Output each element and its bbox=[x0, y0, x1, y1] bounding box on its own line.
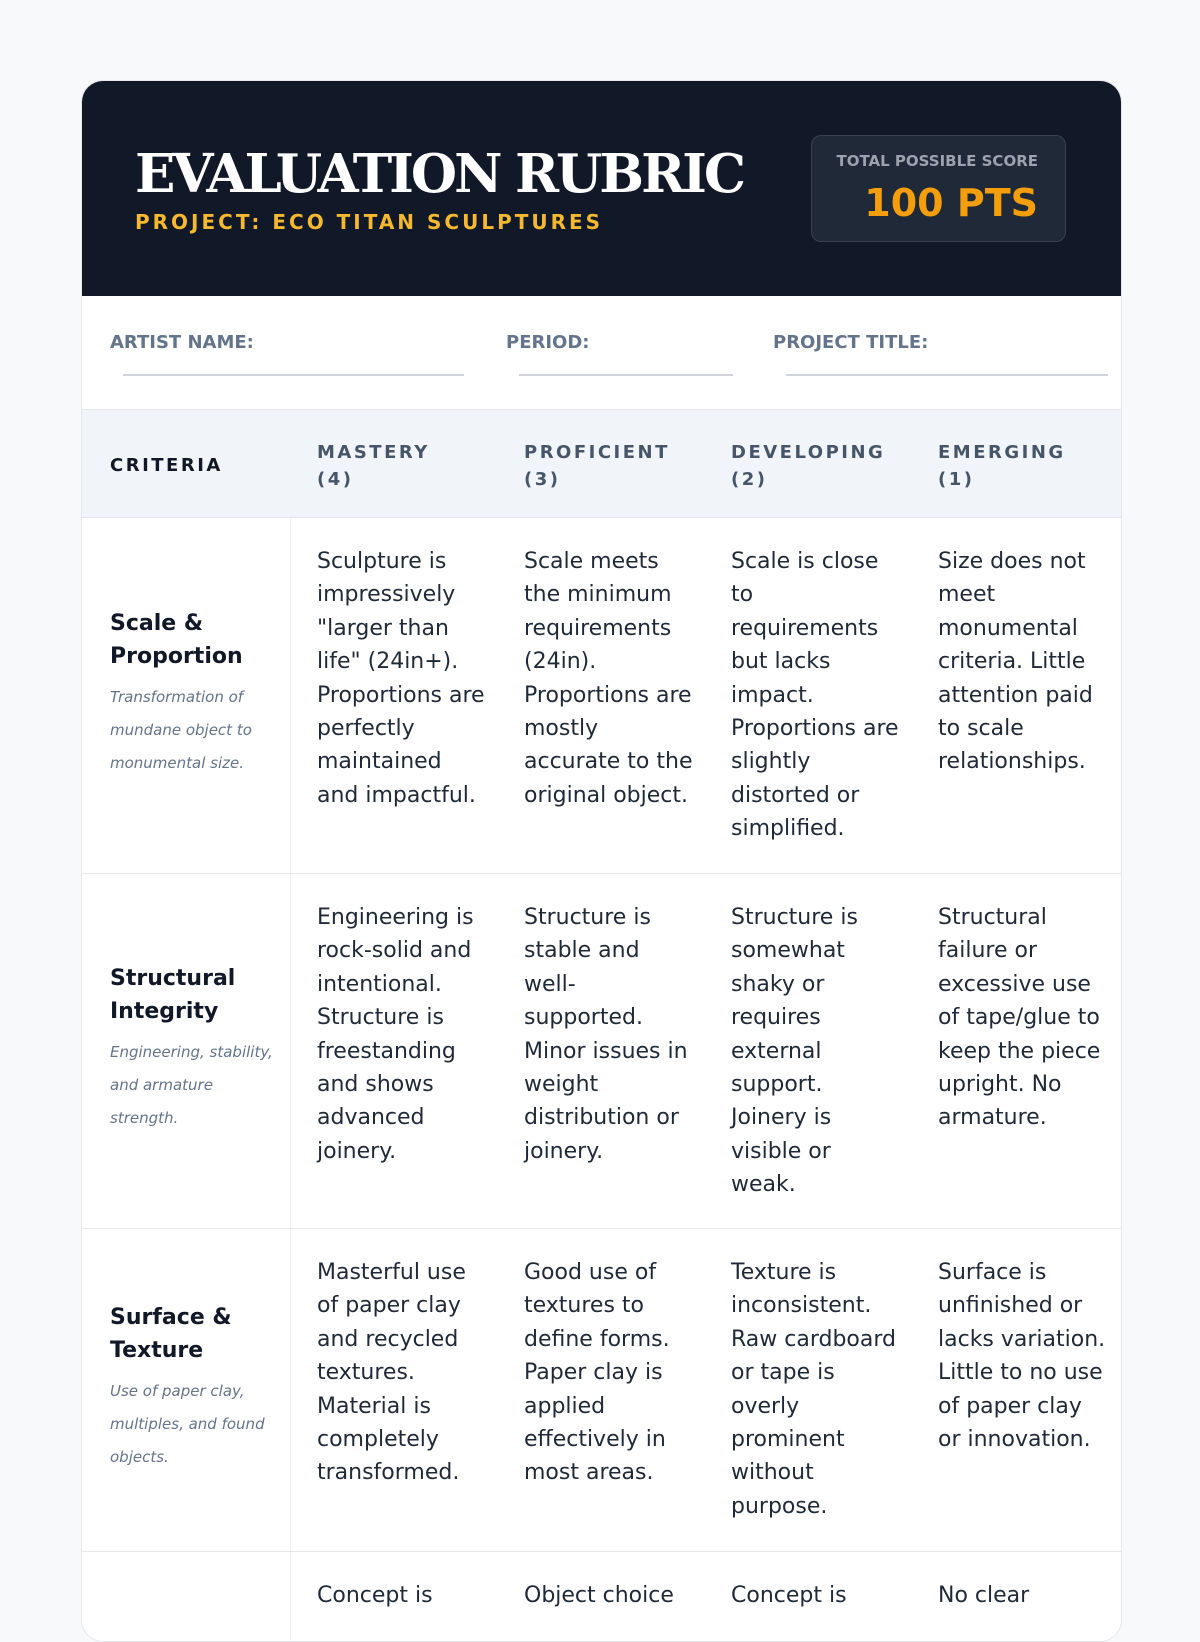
emerging-cell: Size does not meet monumental criteria. Little attention paid to scale relationships. bbox=[938, 549, 1093, 775]
table-header bbox=[82, 410, 1121, 518]
period-field[interactable] bbox=[519, 374, 733, 376]
mastery-cell: Masterful use of paper clay and recycled textures. Material is completely transformed. bbox=[317, 1260, 466, 1486]
criteria-cell bbox=[82, 874, 291, 1228]
score-value: 100 PTS bbox=[864, 181, 1038, 225]
student-info bbox=[82, 296, 1121, 410]
rubric-card bbox=[81, 80, 1122, 1642]
table-row bbox=[82, 874, 1121, 1229]
criteria-name: Surface & Texture bbox=[110, 1305, 232, 1363]
criteria-description: Engineering, stability, and armature strength. bbox=[110, 1043, 273, 1127]
column-header-emerging: EMERGING (1) bbox=[938, 442, 1066, 490]
criteria-name: Structural Integrity bbox=[110, 966, 236, 1024]
proficient-cell: Good use of textures to define forms. Paper clay is applied effectively in most areas. bbox=[524, 1260, 670, 1486]
emerging-cell: Surface is unfinished or lacks variation. Little to no use of paper clay or innovation. bbox=[938, 1260, 1106, 1453]
criteria-description: Use of paper clay, multiples, and found objects. bbox=[110, 1382, 265, 1466]
proficient-cell: Structure is stable and well-supported. Minor issues in weight distribution or joinery. bbox=[524, 905, 688, 1164]
criteria-cell bbox=[82, 1229, 291, 1551]
project-subtitle: PROJECT: ECO TITAN SCULPTURES bbox=[135, 210, 604, 234]
table-row bbox=[82, 1552, 1121, 1642]
column-header-proficient: PROFICIENT (3) bbox=[524, 442, 670, 490]
project-title-field[interactable] bbox=[786, 374, 1108, 376]
score-label: TOTAL POSSIBLE SCORE bbox=[836, 152, 1038, 170]
mastery-cell: Concept is bbox=[317, 1583, 433, 1608]
score-box bbox=[811, 135, 1066, 242]
developing-cell: Structure is somewhat shaky or requires external support. Joinery is visible or weak. bbox=[731, 905, 858, 1198]
developing-cell: Texture is inconsistent. Raw cardboard or tape is overly prominent without purpose. bbox=[731, 1260, 896, 1519]
developing-cell: Scale is close to requirements but lacks impact. Proportions are slightly distorted or simplified. bbox=[731, 549, 899, 842]
emerging-cell: Structural failure or excessive use of tape/glue to keep the piece upright. No armature. bbox=[938, 905, 1101, 1131]
artist-name-field[interactable] bbox=[123, 374, 464, 376]
column-header-criteria: CRITERIA bbox=[110, 455, 223, 476]
column-header-developing: DEVELOPING (2) bbox=[731, 442, 886, 490]
project-title-label: PROJECT TITLE: bbox=[773, 332, 929, 353]
column-header-mastery: MASTERY (4) bbox=[317, 442, 430, 490]
mastery-cell: Sculpture is impressively "larger than life" (24in+). Proportions are perfectly maintained and impactful. bbox=[317, 549, 485, 808]
criteria-cell bbox=[82, 1552, 291, 1642]
criteria-description: Transformation of mundane object to monumental size. bbox=[110, 688, 252, 772]
table-row bbox=[82, 1229, 1121, 1552]
emerging-cell: No clear bbox=[938, 1583, 1030, 1608]
developing-cell: Concept is bbox=[731, 1583, 847, 1608]
rubric-header bbox=[82, 81, 1121, 296]
page-title: EVALUATION RUBRIC bbox=[135, 143, 744, 205]
period-label: PERIOD: bbox=[506, 332, 590, 353]
table-row bbox=[82, 518, 1121, 874]
proficient-cell: Scale meets the minimum requirements (24in). Proportions are mostly accurate to the original object. bbox=[524, 549, 693, 808]
artist-name-label: ARTIST NAME: bbox=[110, 332, 254, 353]
mastery-cell: Engineering is rock-solid and intentional. Structure is freestanding and shows advanced joinery. bbox=[317, 905, 474, 1164]
proficient-cell: Object choice bbox=[524, 1583, 674, 1608]
criteria-cell bbox=[82, 518, 291, 873]
criteria-name: Scale & Proportion bbox=[110, 611, 243, 669]
